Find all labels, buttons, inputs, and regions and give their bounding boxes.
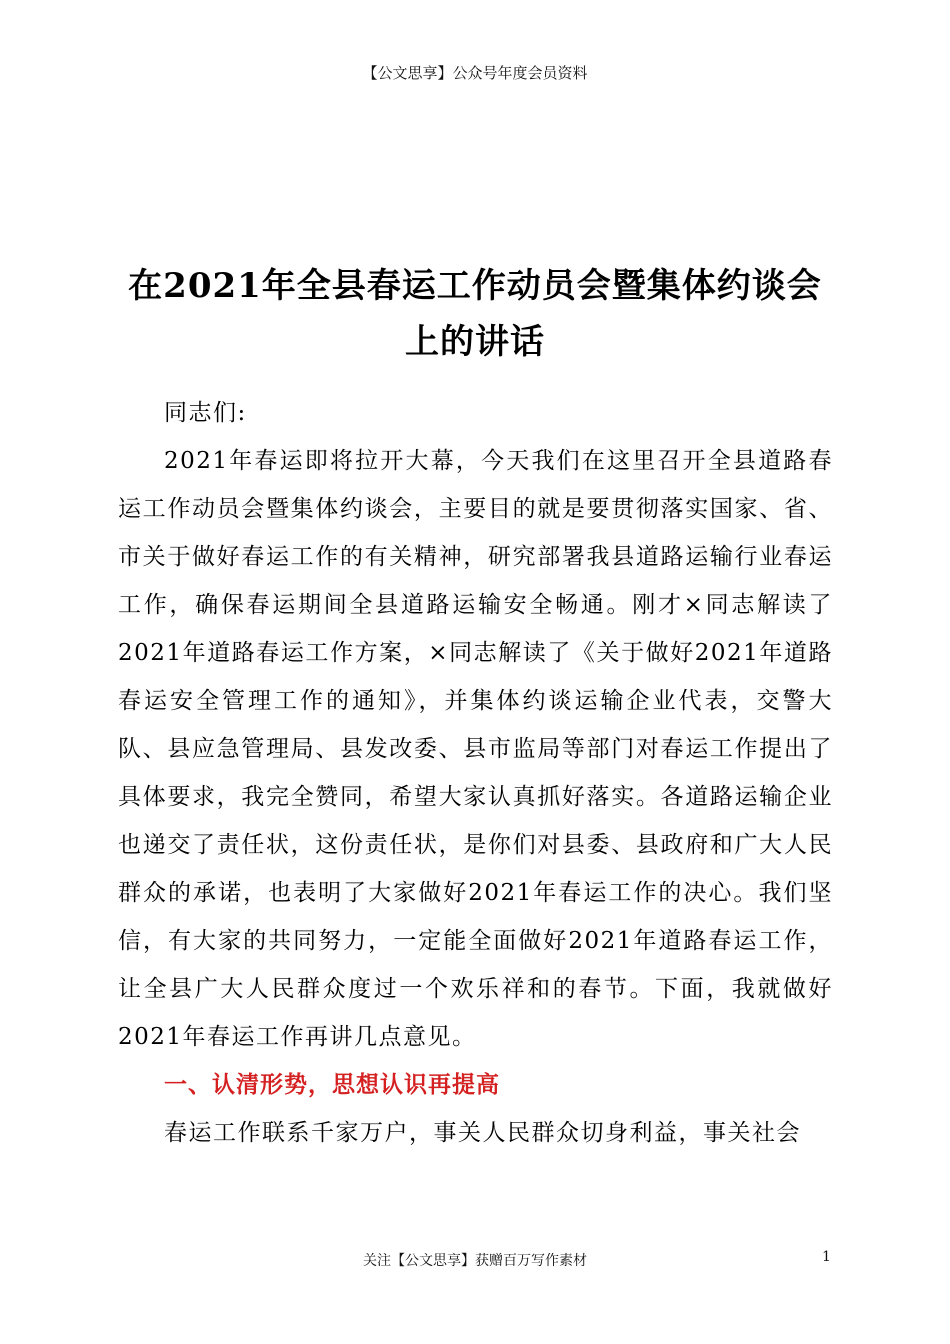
page-footer: 关注【公文思享】获赠百万写作素材 — [363, 1253, 587, 1269]
title-line-1: 在2021年全县春运工作动员会暨集体约谈会 — [128, 266, 822, 306]
document-body — [118, 389, 833, 1157]
section-heading-1: 一、认清形势，思想认识再提高 — [164, 1072, 500, 1098]
greeting: 同志们: — [164, 400, 247, 426]
title-line-2: 上的讲话 — [405, 322, 545, 362]
page-header: 【公文思享】公众号年度会员资料 — [362, 64, 588, 82]
paragraph-2: 春运工作联系千家万户，事关人民群众切身利益，事关社会 — [164, 1120, 801, 1146]
page-number: 1 — [822, 1249, 831, 1265]
document-title — [120, 258, 830, 370]
paragraph-1: 2021年春运即将拉开大幕，今天我们在这里召开全县道路春运工作动员会暨集体约谈会，主要目的就是要贯彻落实国家、省、市关于做好春运工作的有关精神，研究部署我县道路运输行业春运工作，确保春运期间全县道路运输安全畅通。刚才×同志解读了2021年道路春运工作方案，×同志解读了《关于做好2021年道路春运安全管理工作的通知》，并集体约谈运输企业代表，交警大队、县应急管理局、县发改委、县市监局等部门对春运工作提出了具体要求，我完全赞同，希望大家认真抓好落实。各道路运输企业也递交了责任状，这份责任状，是你们对县委、县政府和广大人民群众的承诺，也表明了大家做好2021年春运工作的决心。我们坚信，有大家的共同努力，一定能全面做好2021年道路春运工作，让全县广大人民群众度过一个欢乐祥和的春节。下面，我就做好2021年春运工作再讲几点意见。 — [118, 448, 833, 1050]
